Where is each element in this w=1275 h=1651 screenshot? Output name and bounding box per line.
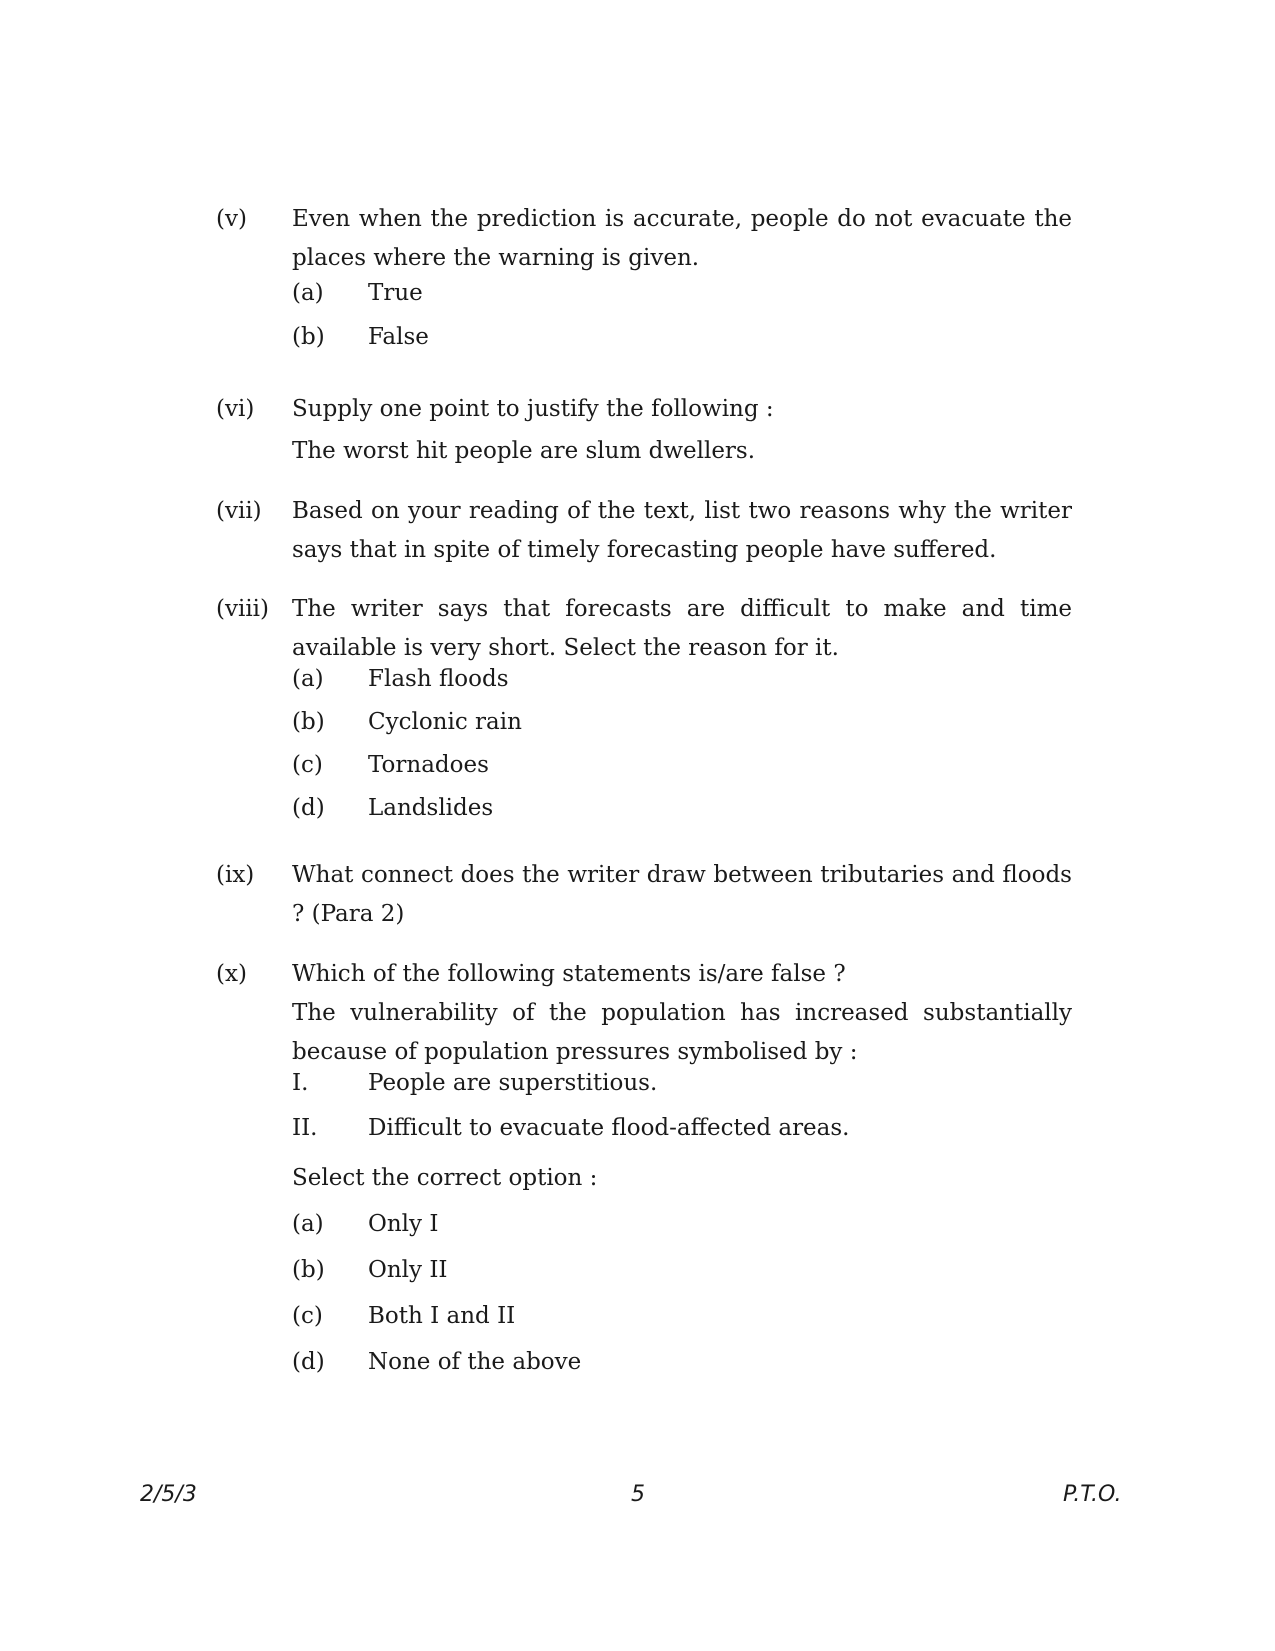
option-text: Only I	[368, 1211, 439, 1237]
question-text: Supply one point to justify the following :	[292, 396, 774, 422]
option-label: (a)	[292, 1211, 324, 1237]
option-text: True	[368, 280, 423, 306]
statement-text: People are superstitious.	[368, 1070, 658, 1096]
option-label: (a)	[292, 280, 324, 306]
page-number: 5	[631, 1482, 645, 1507]
question-number: (vii)	[216, 498, 262, 524]
question-number: (v)	[216, 206, 247, 232]
option-text: Only II	[368, 1257, 448, 1283]
option-text: Tornadoes	[368, 752, 489, 778]
option-label: (d)	[292, 795, 325, 821]
option-label: (b)	[292, 324, 325, 350]
select-prompt: Select the correct option :	[292, 1165, 598, 1191]
question-text: The vulnerability of the population has increased substantially because of population pressures symbolised by :	[292, 1000, 1072, 1065]
paper-code: 2/5/3	[140, 1482, 197, 1507]
option-label: (d)	[292, 1349, 325, 1375]
option-label: (b)	[292, 709, 325, 735]
question-text: Which of the following statements is/are false ?	[292, 961, 846, 987]
question-text: The writer says that forecasts are difficult to make and time available is very short. Select the reason for it.	[292, 596, 1072, 661]
option-text: Landslides	[368, 795, 494, 821]
question-number: (x)	[216, 961, 247, 987]
question-text: The worst hit people are slum dwellers.	[292, 438, 756, 464]
question-text: Based on your reading of the text, list two reasons why the writer says that in spite of timely forecasting people have suffered.	[292, 498, 1072, 563]
statement-text: Difficult to evacuate flood-affected areas.	[368, 1115, 850, 1141]
option-text: None of the above	[368, 1349, 582, 1375]
question-text: Even when the prediction is accurate, people do not evacuate the places where the warning is given.	[292, 206, 1072, 271]
statement-label: II.	[292, 1115, 318, 1141]
option-text: False	[368, 324, 429, 350]
option-label: (c)	[292, 1303, 323, 1329]
question-number: (vi)	[216, 396, 255, 422]
option-label: (c)	[292, 752, 323, 778]
question-number: (ix)	[216, 862, 255, 888]
option-text: Cyclonic rain	[368, 709, 522, 735]
option-label: (a)	[292, 666, 324, 692]
pto-label: P.T.O.	[1063, 1482, 1122, 1507]
question-number: (viii)	[216, 596, 270, 622]
question-text: What connect does the writer draw between tributaries and floods ? (Para 2)	[292, 862, 1072, 927]
option-text: Flash floods	[368, 666, 509, 692]
option-text: Both I and II	[368, 1303, 516, 1329]
option-label: (b)	[292, 1257, 325, 1283]
statement-label: I.	[292, 1070, 309, 1096]
